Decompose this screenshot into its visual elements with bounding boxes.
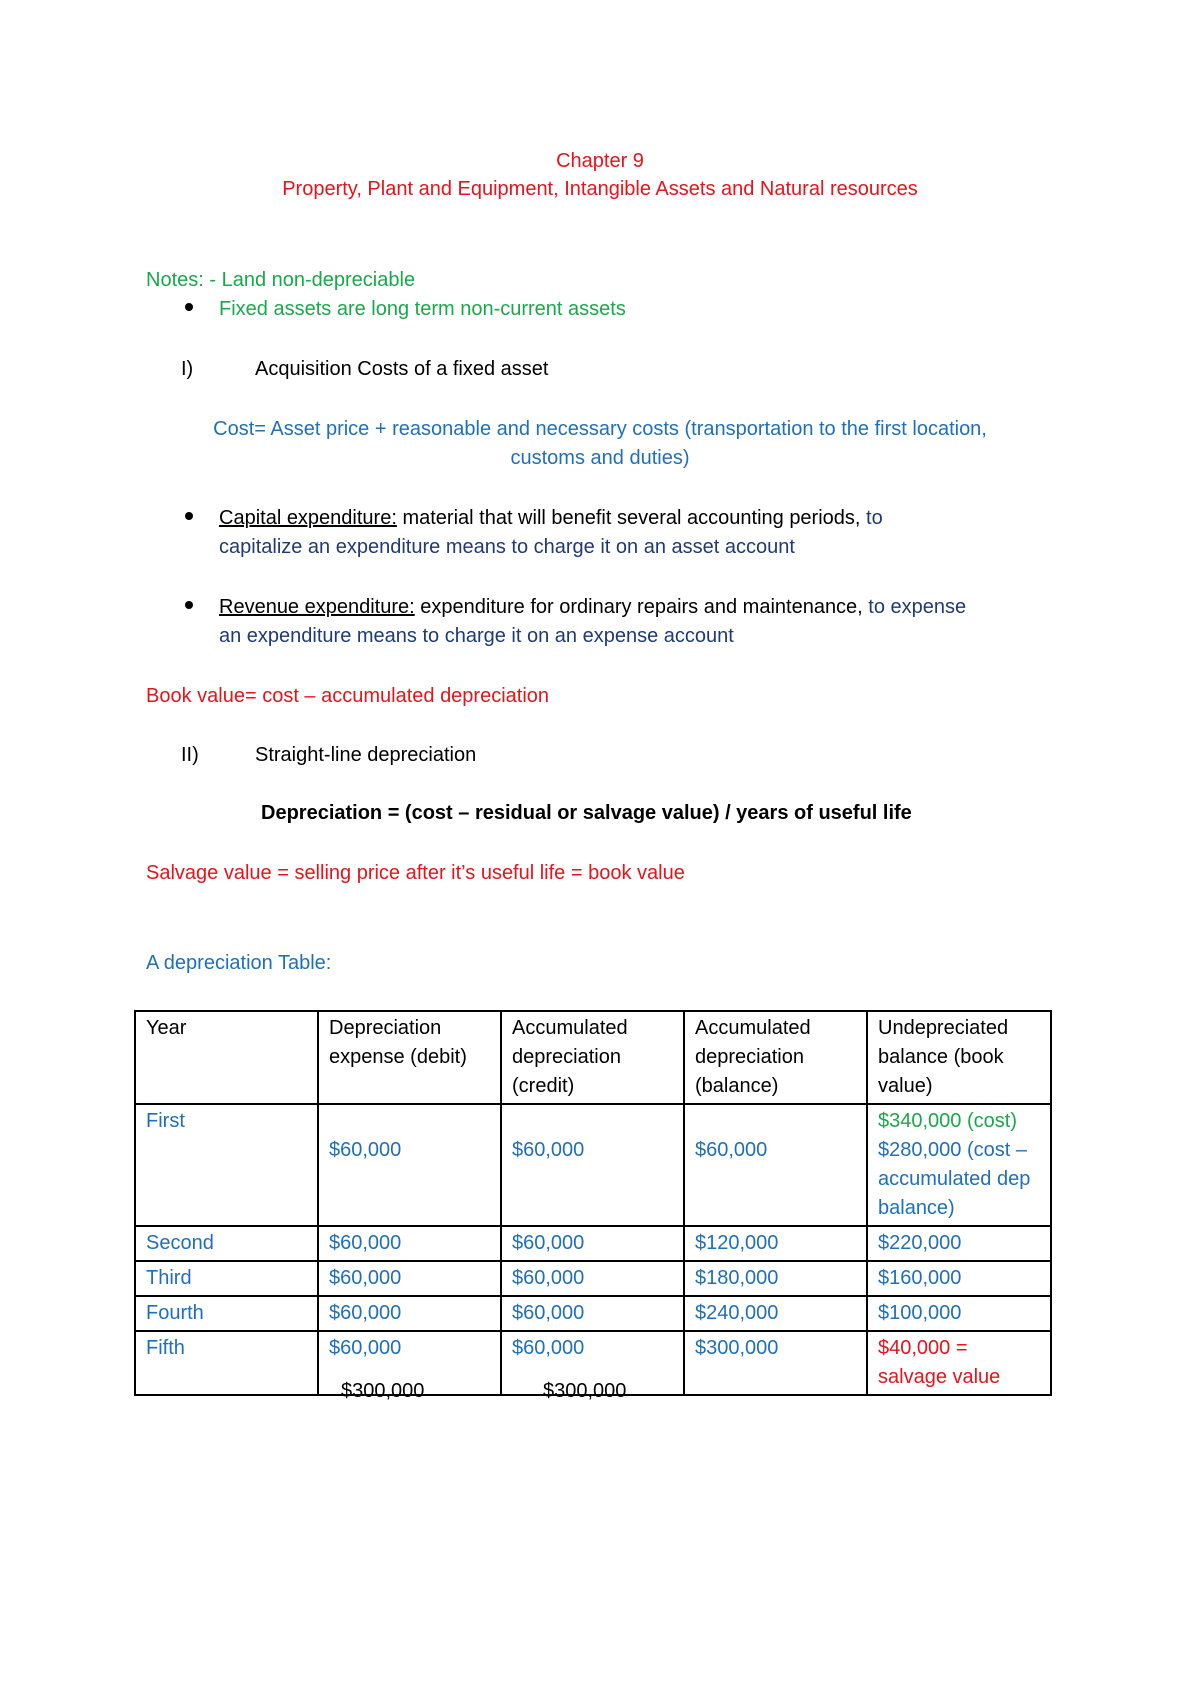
cell-credit: $60,000 [501,1261,684,1296]
table-row [135,1226,1051,1261]
bullet-icon [185,601,193,609]
cell-expense: $60,000 [318,1296,501,1331]
notes-label: Notes: - Land non-depreciable [146,269,416,291]
header-credit: Accumulated depreciation (credit) [501,1011,684,1104]
book-value: $280,000 (cost – accumulated dep balance) [878,1139,1031,1219]
capital-expenditure-term: Capital expenditure: [219,507,397,529]
cell-book-value: $160,000 [867,1261,1051,1296]
notes-bullet: Fixed assets are long term non-current assets [219,298,626,320]
capital-expenditure-note: to [860,507,883,529]
table-row [135,1104,1051,1226]
cell-expense: $60,000 [318,1261,501,1296]
cell-credit: $60,000 [501,1331,684,1395]
chapter-subtitle: Property, Plant and Equipment, Intangible Assets and Natural resources [282,178,918,200]
cell-balance: $300,000 [684,1331,867,1395]
cell-expense: $60,000 [318,1226,501,1261]
cell-credit: $60,000 [501,1296,684,1331]
bullet-icon [185,512,193,520]
cell-year: Second [135,1226,318,1261]
salvage-value-formula: Salvage value = selling price after it’s useful life = book value [146,862,685,884]
cell-book-value: $40,000 = salvage value [867,1331,1051,1395]
book-value-formula: Book value= cost – accumulated depreciation [146,685,550,707]
header-year: Year [135,1011,318,1104]
depreciation-table [134,1010,1052,1396]
depreciation-formula [261,800,912,826]
cell-balance: $60,000 [684,1104,867,1226]
cell-expense: $60,000 [318,1331,501,1395]
cell-book-value: $220,000 [867,1226,1051,1261]
cell-year: Fifth [135,1331,318,1395]
table-row [135,1261,1051,1296]
table-header-row [135,1011,1051,1104]
cost-value: $340,000 (cost) [878,1110,1017,1132]
cell-book-value: $100,000 [867,1296,1051,1331]
section-1-number: I) [181,358,194,380]
cell-expense: $60,000 [318,1104,501,1226]
cell-credit: $60,000 [501,1226,684,1261]
header-balance: Accumulated depreciation (balance) [684,1011,867,1104]
table-caption: A depreciation Table: [146,952,332,974]
cell-balance: $120,000 [684,1226,867,1261]
revenue-expenditure-term: Revenue expenditure: [219,596,415,618]
cell-year: First [135,1104,318,1226]
revenue-expenditure-line1 [219,594,966,620]
cell-year: Fourth [135,1296,318,1331]
cell-year: Third [135,1261,318,1296]
section-1-heading: Acquisition Costs of a fixed asset [255,358,549,380]
table-row [135,1296,1051,1331]
revenue-expenditure-definition: expenditure for ordinary repairs and maintenance, [414,596,863,618]
cost-formula-line1: Cost= Asset price + reasonable and necessary costs (transportation to the first location, [213,418,987,440]
revenue-expenditure-line2: an expenditure means to charge it on an expense account [219,625,734,647]
depreciation-formula-text: Depreciation = (cost – residual or salvage value) / years of useful life [261,802,912,824]
revenue-expenditure-note: to expense [862,596,967,618]
chapter-title: Chapter 9 [556,150,644,172]
total-expense: $300,000 [341,1380,425,1402]
header-expense: Depreciation expense (debit) [318,1011,501,1104]
section-2-heading: Straight-line depreciation [255,744,477,766]
cost-formula-line2: customs and duties) [510,447,690,469]
cell-credit: $60,000 [501,1104,684,1226]
capital-expenditure-line1 [219,505,883,531]
total-credit: $300,000 [543,1380,627,1402]
cell-balance: $240,000 [684,1296,867,1331]
capital-expenditure-definition: material that will benefit several accounting periods, [396,507,861,529]
header-book-value: Undepreciated balance (book value) [867,1011,1051,1104]
capital-expenditure-line2: capitalize an expenditure means to charge it on an asset account [219,536,795,558]
section-2-number: II) [181,744,199,766]
cell-balance: $180,000 [684,1261,867,1296]
bullet-icon [185,303,193,311]
cell-book-value [867,1104,1051,1226]
